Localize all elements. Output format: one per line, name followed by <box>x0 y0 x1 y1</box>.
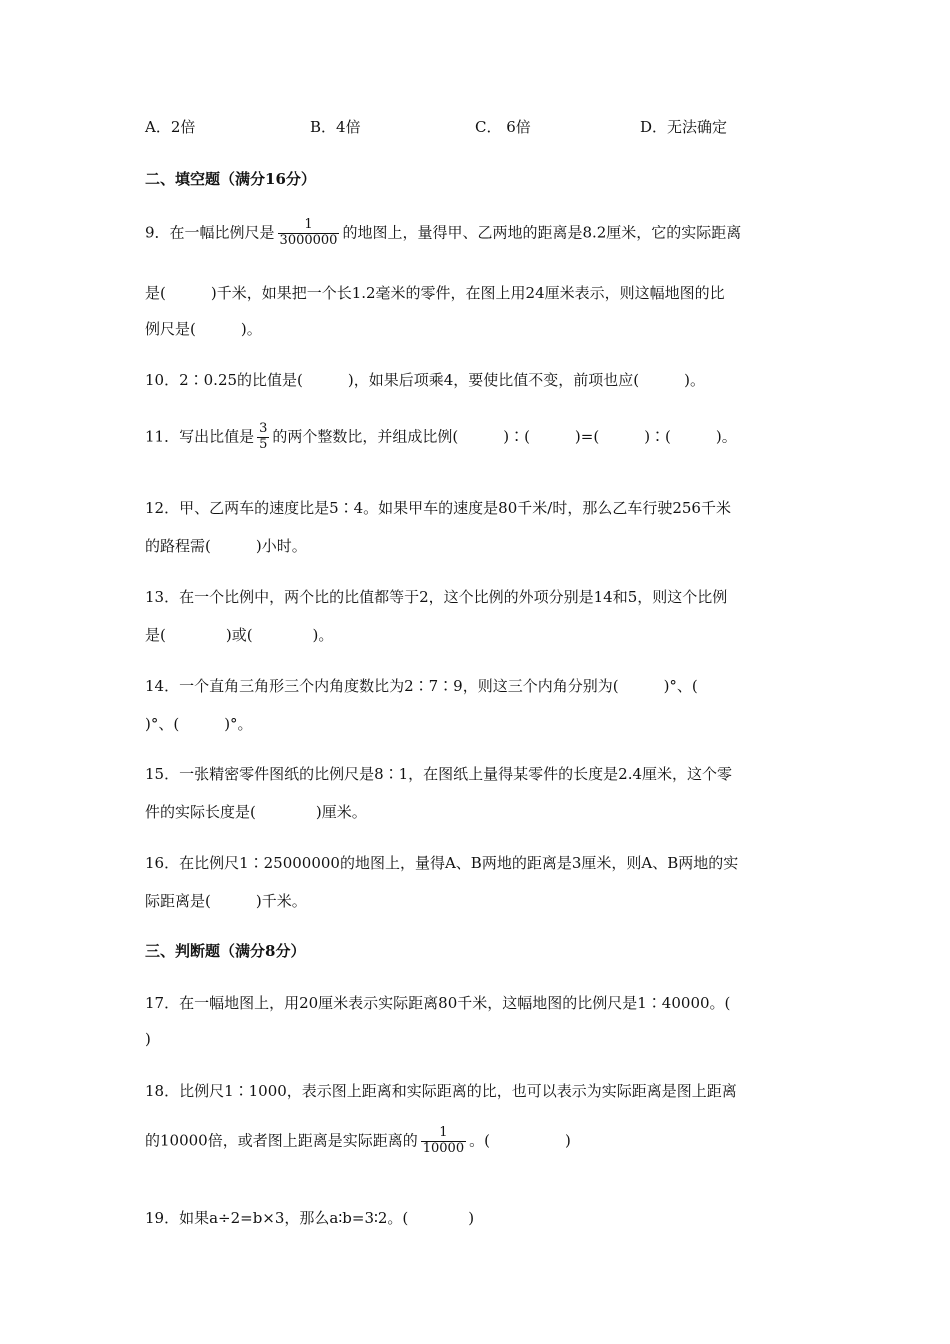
q18-fraction-denominator: 10000 <box>422 1140 465 1156</box>
q11-fraction <box>257 422 269 453</box>
q11-text-post: 的两个整数比，并组成比例( )∶( )=( )∶( )。 <box>272 427 737 446</box>
q18-fraction <box>421 1126 466 1157</box>
q9-line-1 <box>145 218 741 249</box>
q14-line-1: 14．一个直角三角形三个内角度数比为2∶7∶9，则这三个内角分别为( )°、( <box>145 677 698 695</box>
section-judge-heading: 三、判断题（满分8分） <box>145 942 306 960</box>
q16-line-1: 16．在比例尺1∶25000000的地图上，量得A、B两地的距离是3厘米，则A、B两地的实 <box>145 854 739 872</box>
q15-line-2: 件的实际长度是( )厘米。 <box>145 803 367 821</box>
q11-line <box>145 422 737 453</box>
q18-text-post: 。( ) <box>469 1131 571 1150</box>
q9-text-pre: 9．在一幅比例尺是 <box>145 223 275 242</box>
q15-line-1: 15．一张精密零件图纸的比例尺是8∶1，在图纸上量得某零件的长度是2.4厘米，这个零 <box>145 765 733 783</box>
q11-text-pre: 11．写出比值是 <box>145 427 255 446</box>
q18-fraction-numerator: 1 <box>439 1125 448 1140</box>
option-c: C． 6倍 <box>475 118 531 136</box>
q12-line-1: 12．甲、乙两车的速度比是5∶4。如果甲车的速度是80千米/时，那么乙车行驶256千米 <box>145 499 731 517</box>
q9-fraction-denominator: 3000000 <box>279 232 338 248</box>
q9-fraction <box>278 218 340 249</box>
section-fill-heading: 二、填空题（满分16分） <box>145 170 316 188</box>
q13-line-2: 是( )或( )。 <box>145 626 334 644</box>
q9-text-post: 的地图上，量得甲、乙两地的距离是8.2厘米，它的实际距离 <box>342 223 742 242</box>
q8-options <box>145 116 845 140</box>
q12-line-2: 的路程需( )小时。 <box>145 537 307 555</box>
option-b: B．4倍 <box>310 118 361 136</box>
q11-fraction-denominator: 5 <box>259 436 268 452</box>
q13-line-1: 13．在一个比例中，两个比的比值都等于2，这个比例的外项分别是14和5，则这个比例 <box>145 588 728 606</box>
option-d: D．无法确定 <box>640 118 728 136</box>
q16-line-2: 际距离是( )千米。 <box>145 892 307 910</box>
option-a: A．2倍 <box>145 118 196 136</box>
q9-line-3: 例尺是( )。 <box>145 320 262 338</box>
q9-line-2: 是( )千米，如果把一个长1.2毫米的零件，在图上用24厘米表示，则这幅地图的比 <box>145 284 725 302</box>
q18-text-pre: 的10000倍，或者图上距离是实际距离的 <box>145 1131 418 1150</box>
q19-line: 19．如果a÷2=b×3，那么a∶b=3∶2。( ) <box>145 1209 475 1227</box>
q11-fraction-numerator: 3 <box>259 421 268 436</box>
q10-line: 10．2∶0.25的比值是( )，如果后项乘4，要使比值不变，前项也应( )。 <box>145 371 705 389</box>
q9-fraction-numerator: 1 <box>304 217 313 232</box>
q17-line-1: 17．在一幅地图上，用20厘米表示实际距离80千米，这幅地图的比例尺是1∶40000。( <box>145 994 731 1012</box>
q17-line-2: ) <box>145 1030 151 1048</box>
q18-line-1: 18．比例尺1∶1000，表示图上距离和实际距离的比，也可以表示为实际距离是图上距离 <box>145 1082 737 1100</box>
q18-line-2 <box>145 1126 571 1157</box>
q14-line-2: )°、( )°。 <box>145 715 253 733</box>
